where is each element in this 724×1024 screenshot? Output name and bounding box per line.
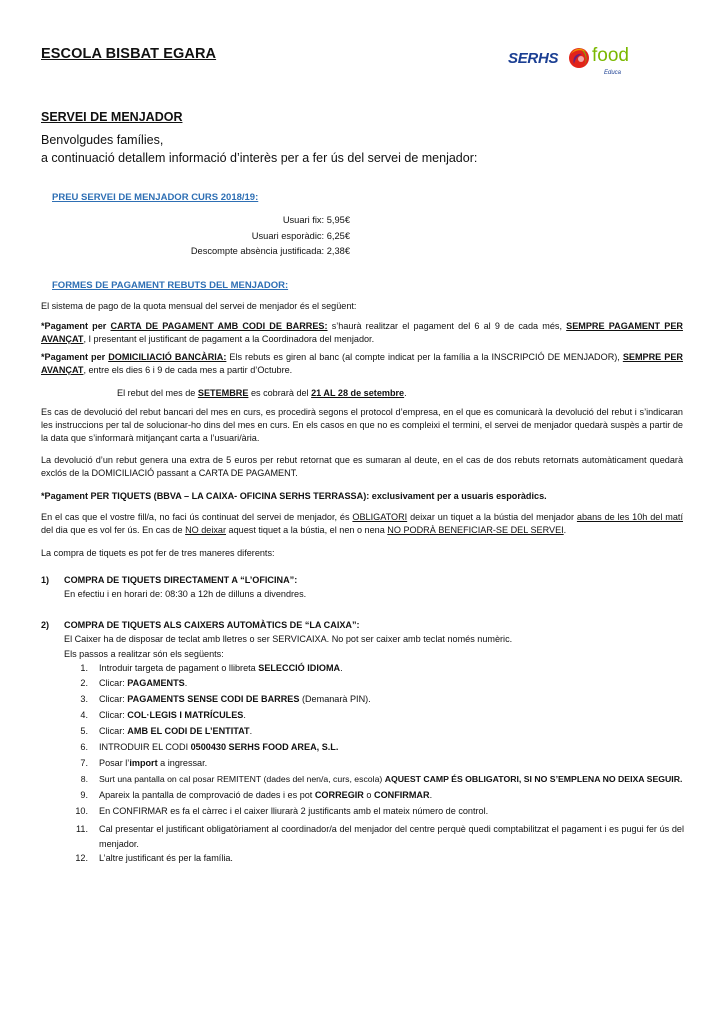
step-text: Apareix la pantalla de comprovació de dades i es pot <box>99 790 315 800</box>
step-text: Clicar: <box>99 726 128 736</box>
step-bold: 0500430 SERHS FOOD AREA, S.L. <box>190 742 339 752</box>
step-bold: import <box>129 758 158 768</box>
greeting-line-2: a continuació detallem informació d’interès per a fer ús del servei de menjador: <box>41 151 478 165</box>
p1-method: CARTA DE PAGAMENT AMB CODI DE BARRES: <box>110 321 328 331</box>
step-bold: CORREGIR <box>314 790 364 800</box>
step-end: a ingressar. <box>157 758 208 768</box>
step-number: 3. <box>80 694 88 704</box>
step-6 <box>64 742 338 752</box>
step-7 <box>64 758 207 768</box>
step-text: Surt una pantalla on cal posar REMITENT (dades del nen/a, curs, escola) <box>99 774 385 784</box>
t-text-3: del dia que es vol fer ús. En cas de <box>41 525 186 535</box>
step-number: 4. <box>80 710 88 720</box>
sept-text-2: es cobrarà del <box>248 388 312 398</box>
tickets-paragraph <box>41 511 683 537</box>
step-bold: AMB EL CODI DE L’ENTITAT <box>127 726 250 736</box>
step-text: Posar l’ <box>99 758 130 768</box>
step-1 <box>64 663 343 673</box>
step-number: 7. <box>80 758 88 768</box>
step-text: Introduir targeta de pagament o llibreta <box>99 663 259 673</box>
payment-section-title: FORMES DE PAGAMENT REBUTS DEL MENJADOR: <box>52 280 289 291</box>
price-sporadic: Usuari esporàdic: 6,25€ <box>251 230 350 241</box>
step-5 <box>64 726 252 736</box>
step-text: INTRODUIR EL CODI <box>99 742 191 752</box>
payment-method-1 <box>41 320 683 346</box>
three-ways: La compra de tiquets es pot fer de tres maneres diferents: <box>41 548 275 558</box>
price-list <box>150 213 350 260</box>
logo-sub-text: Educa <box>604 70 622 76</box>
p2-advance: SEMPRE PER AVANÇAT <box>41 352 683 375</box>
t-mandatory: OBLIGATORI <box>352 512 408 522</box>
t-text-4: aquest tiquet a la bústia, el nen o nena <box>226 525 388 535</box>
p1-text: s’haurà realitzar el pagament del 6 al 9 de cada més, <box>327 321 567 331</box>
step-bold: SELECCIÓ IDIOMA <box>258 663 341 673</box>
step-text: L’altre justificant és per la família. <box>99 853 233 863</box>
step-2 <box>64 678 187 688</box>
serhs-food-logo <box>508 40 640 82</box>
option-1-title: COMPRA DE TIQUETS DIRECTAMENT A “L’OFICINA”: <box>64 575 298 585</box>
option-2-line-2: Els passos a realitzar són els següents: <box>64 649 224 659</box>
step-end: . <box>249 726 253 736</box>
step-text: Cal presentar el justificant obligatòriament al coordinador/a del menjador del centre perquè quedi comptabilitzat el pagament i es pugui fer ús del menjador. <box>99 824 684 849</box>
p2-label: *Pagament per <box>41 352 109 362</box>
price-fix: Usuari fix: 5,95€ <box>282 215 350 225</box>
step-number: 1. <box>80 663 88 673</box>
step-3 <box>64 694 371 704</box>
step-10 <box>64 806 488 816</box>
price-section-title: PREU SERVEI DE MENJADOR CURS 2018/19: <box>52 192 259 203</box>
return-paragraph-2: La devolució d’un rebut genera una extra de 5 euros per rebut retornat que es sumaran al deute, en el cas de dos rebuts retornats automàticament quedarà exclós de la DOMICILIACIÓ passant a CARTA DE PAGAMENT. <box>41 455 683 478</box>
step-number: 10. <box>75 806 88 816</box>
greeting <box>41 131 477 167</box>
step-8 <box>64 774 682 784</box>
step-text: En CONFIRMAR es fa el càrrec i el caixer lliurarà 2 justificants amb el mateix número de control. <box>99 806 489 816</box>
t-no-benefit: NO PODRÀ BENEFICIAR-SE DEL SERVEI <box>387 525 564 535</box>
step-number: 9. <box>80 790 88 800</box>
step-number: 2. <box>80 678 88 688</box>
greeting-line-1: Benvolgudes famílies, <box>41 133 164 147</box>
t-no-leave: NO deixar <box>185 525 227 535</box>
step-number: 11. <box>76 824 88 834</box>
step-12 <box>64 853 233 863</box>
september-note <box>117 387 407 400</box>
t-text-1: En el cas que el vostre fill/a, no faci ús continuat del servei de menjador, és <box>41 512 353 522</box>
step-number: 12. <box>75 853 88 863</box>
step-bold: PAGAMENTS <box>127 678 185 688</box>
p2-method: DOMICILIACIÓ BANCÀRIA: <box>108 352 227 362</box>
logo-serhs-text: SERHS <box>508 50 559 67</box>
step-end: (Demanarà PIN). <box>299 694 371 704</box>
step-end: . <box>184 678 188 688</box>
step-end: . <box>340 663 343 673</box>
step-11 <box>64 822 684 852</box>
option-2-title: COMPRA DE TIQUETS ALS CAIXERS AUTOMÀTICS DE “LA CAIXA”: <box>64 620 360 630</box>
step-9 <box>64 790 432 800</box>
step-text-2: o <box>363 790 374 800</box>
option-1-text: En efectiu i en horari de: 08:30 a 12h de dilluns a divendres. <box>64 589 307 599</box>
t-deadline: abans de les 10h del matí <box>576 512 683 522</box>
t-end: . <box>563 525 567 535</box>
p1-label: *Pagament per <box>41 321 111 331</box>
step-end: . <box>429 790 433 800</box>
option-1-number: 1) <box>41 575 50 585</box>
step-bold: COL·LEGIS I MATRÍCULES <box>127 710 244 720</box>
sept-month: SETEMBRE <box>197 388 249 398</box>
t-text-2: deixar un tiquet a la bústia del menjador <box>407 512 577 522</box>
step-end: . <box>243 710 246 720</box>
step-text: Clicar: <box>99 678 128 688</box>
step-number: 6. <box>80 742 88 752</box>
step-bold-2: CONFIRMAR <box>374 790 430 800</box>
service-title: SERVEI DE MENJADOR <box>41 110 183 124</box>
step-text: Clicar: <box>99 710 128 720</box>
sept-end: . <box>404 388 407 398</box>
payment-method-2 <box>41 351 683 377</box>
sept-dates: 21 AL 28 de setembre <box>311 388 405 398</box>
option-2-number: 2) <box>41 620 50 630</box>
step-bold: AQUEST CAMP ÉS OBLIGATORI, SI NO S’EMPLENA NO DEIXA SEGUIR. <box>384 774 683 784</box>
step-number: 8. <box>80 774 88 784</box>
step-text: Clicar: <box>99 694 128 704</box>
logo-swirl-icon <box>566 42 592 72</box>
return-paragraph-1: Es cas de devolució del rebut bancari del mes en curs, es procedirà segons el protocol d’empresa, en el que es comunicarà la devolució del rebut i s’indicaran les instruccions per tal de solucionar-ho dins del mes en curs. En els casos en que no es compleixi el termini, el servei de menjador quedarà suspès a partir de la data que s’informarà mitjançant carta a l’usuari/ària. <box>41 407 683 443</box>
p2-text-end: , entre els dies 6 i 9 de cada mes a partir d’Octubre. <box>83 365 293 375</box>
option-2-line-1: El Caixer ha de disposar de teclat amb lletres o ser SERVICAIXA. No pot ser caixer amb teclat només numèric. <box>64 634 513 644</box>
price-discount: Descompte absència justificada: 2,38€ <box>190 246 350 256</box>
payment-intro: El sistema de pago de la quota mensual del servei de menjador és el següent: <box>41 301 357 311</box>
step-bold: PAGAMENTS SENSE CODI DE BARRES <box>127 694 300 704</box>
tickets-method: *Pagament PER TIQUETS (BBVA – LA CAIXA- OFICINA SERHS TERRASSA): exclusivament per a usuaris esporàdics. <box>41 491 547 501</box>
p1-advance: SEMPRE PAGAMENT PER AVANÇAT <box>41 321 683 344</box>
p2-text: Els rebuts es giren al banc (al compte indicat per la família a la INSCRIPCIÓ DE MENJADOR), <box>226 352 623 362</box>
step-number: 5. <box>80 726 88 736</box>
sept-text: El rebut del mes de <box>117 388 198 398</box>
school-name: ESCOLA BISBAT EGARA <box>41 46 217 62</box>
step-4 <box>64 710 246 720</box>
p1-text-end: , I presentant el justificant de pagament a la Coordinadora del menjador. <box>83 334 375 344</box>
logo-food-text: food <box>592 45 629 66</box>
